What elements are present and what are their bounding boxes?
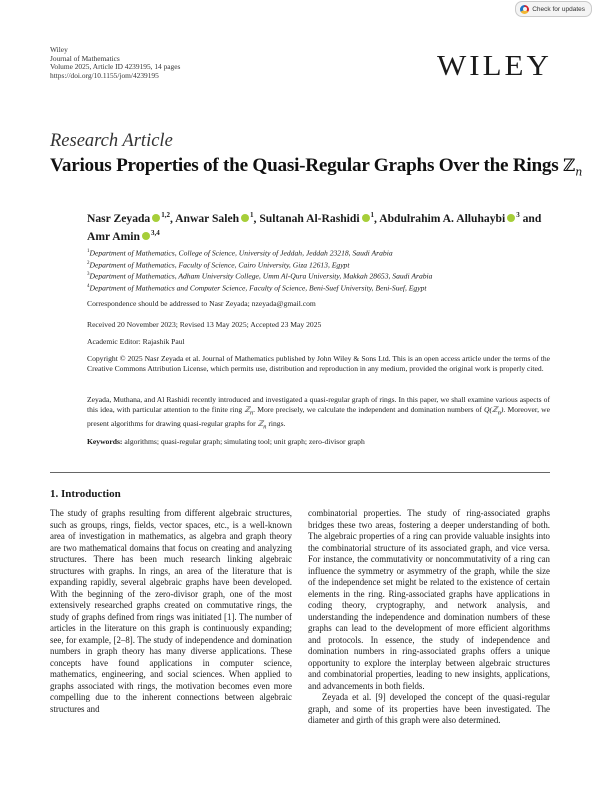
affiliation: $^3$Department of Mathematics, Adham University College, Umm Al-Qura University, Makkah 28653, Saudi Arabia — [87, 272, 433, 281]
affiliation: $^4$Department of Mathematics and Computer Science, Faculty of Science, Beni-Suef University, Beni-Suef, Egypt — [87, 283, 427, 293]
received-dates: Received 20 November 2023; Revised 13 May 2025; Accepted 23 May 2025 — [87, 320, 322, 329]
article-type: Research Article — [50, 131, 173, 151]
correspondence: Correspondence should be addressed to Nasr Zeyada; nzeyada@gmail.com — [87, 299, 316, 308]
abstract: Zeyada, Muthana, and Al Rashidi recently introduced and investigated a quasi-regular graph of rings. In this paper, we shall examine various aspects of this idea, with particular attention to the finite ring ℤ$_n$. More precisely, we calculate the independent and domination numbers of Q(ℤ$_n$). Moreover, we present algorithms for drawing quasi-regular graphs for ℤ$_n$ rings. — [87, 395, 550, 431]
orcid-icon[interactable] — [507, 214, 515, 222]
author-affiliation-sup: 1 — [370, 211, 375, 219]
volume-line: Volume 2025, Article ID 4239195, 14 pages — [50, 62, 181, 72]
orcid-icon[interactable] — [142, 232, 150, 240]
author-affiliation-sup: 1 — [250, 211, 254, 219]
orcid-icon[interactable] — [152, 214, 160, 222]
orcid-icon[interactable] — [362, 214, 370, 222]
title-text: Various Properties of the Quasi-Regular Graphs Over the Rings — [50, 155, 559, 176]
author[interactable] — [259, 212, 374, 225]
affiliation: $^2$Department of Mathematics, Faculty of Science, Cairo University, Giza 12613, Egypt — [87, 260, 350, 270]
body-column-left — [50, 508, 292, 715]
orcid-icon[interactable] — [241, 214, 249, 222]
authors-conjunction: and — [522, 211, 542, 225]
author-affiliation-sup: 3,4 — [150, 228, 160, 237]
keywords — [87, 437, 550, 446]
journal-name: Journal of Mathematics — [50, 53, 120, 63]
check-for-updates-label: Check for updates — [532, 5, 585, 13]
affiliation-list — [87, 247, 550, 294]
copyright-notice: Copyright © 2025 Nasr Zeyada et al. Journal of Mathematics published by John Wiley & Sons Ltd. This is an open access article under the terms of the Creative Commons Attribution License, which permits use, distribution and reproduction in any medium, provided the original work is properly cited. — [87, 354, 550, 374]
keywords-text: algorithms; quasi-regular graph; simulating tool; unit graph; zero-divisor graph — [122, 437, 365, 446]
publisher-name: Wiley — [50, 45, 68, 54]
author-name: Sultanah Al-Rashidi — [259, 211, 360, 225]
wiley-logo: WILEY — [437, 49, 552, 82]
author-name: Nasr Zeyada — [87, 211, 151, 225]
author-list: Nasr Zeyada $^{1,2}$, Anwar Saleh $^1$, Sultanah Al-Rashidi $^1$, Abdulrahim A. Alluhaybi $^3$ and Amr Amin $^{3,4}$ — [87, 211, 542, 243]
author[interactable] — [87, 212, 170, 225]
check-for-updates-badge[interactable] — [515, 1, 592, 17]
section-heading-introduction: 1. Introduction — [50, 488, 121, 500]
author-name: Abdulrahim A. Alluhaybi — [379, 211, 506, 225]
author-affiliation-sup: 3 — [516, 211, 520, 219]
author-name: Anwar Saleh — [175, 211, 240, 225]
intro-paragraph-2: Zeyada et al. [9] developed the concept of the quasi-regular graph, and some of its properties have been investigated. The diameter and girth of this graph were also determined. — [308, 692, 550, 725]
body-column-right — [308, 508, 550, 727]
author-name: Amr Amin — [87, 229, 140, 243]
author-affiliation-sup: 1,2 — [161, 211, 170, 219]
article-title — [50, 155, 582, 178]
affiliation: $^1$Department of Mathematics, College of Science, University of Jeddah, Jeddah 23218, Saudi Arabia — [87, 248, 393, 258]
academic-editor: Academic Editor: Rajashik Paul — [87, 337, 185, 346]
journal-header — [50, 46, 180, 80]
section-divider — [50, 472, 550, 473]
title-ring-symbol: ℤ$_n$ — [563, 156, 583, 179]
author[interactable] — [379, 212, 519, 225]
keywords-label: Keywords: — [87, 437, 123, 446]
doi-link[interactable]: https://doi.org/10.1155/jom/4239195 — [50, 70, 159, 80]
author[interactable] — [87, 230, 160, 243]
crossmark-icon — [520, 5, 529, 14]
intro-paragraph-continued: combinatorial properties. The study of ring-associated graphs bridges these two areas, fostering a deeper understanding of both. The algebraic properties of a ring can provide valuable insights into the combinatorial structure of its associated graph, and vice versa. For instance, the commutativity or noncommutativity of a ring can influence the symmetry or asymmetry of the graph, while the size of the independence set might be related to the existence of certain elements in the ring. Ring-associated graphs have applications in coding theory, cryptography, and network analysis, and understanding the independence and domination numbers of these graphs can lead to the development of more efficient algorithms and protocols. In essence, the study of independence and domination numbers in ring-associated graphs offers a unique opportunity to explore the interplay between algebraic structures and combinatorial properties, leading to new insights, applications, and advancements in both fields. — [308, 508, 550, 691]
author[interactable] — [175, 212, 253, 225]
intro-paragraph-1: The study of graphs resulting from different algebraic structures, such as groups, rings, fields, vector spaces, etc., is a well-known area of investigation in mathematics, as algebra and graph theory are two mathematical domains that focus on creating and analyzing structures. There has been much research linking algebraic structures with graphs. In rings, an area of the literature that is expanding rapidly, several algebraic graphs have been developed. With the beginning of the zero-divisor graph, one of the most extensively researched graphs created on commutative rings, the study of graphs defined from rings was initiated [1]. The number of articles in the literature on this graph is continuously expanding; see, for example, [2–8]. The study of independence and domination numbers in graph theory has many diverse applications. These concepts have found applications in computer science, mathematics, engineering, and social sciences. When applied to graphs associated with rings, the motivation becomes even more compelling due to the inherent connections between algebraic structures and — [50, 508, 292, 714]
